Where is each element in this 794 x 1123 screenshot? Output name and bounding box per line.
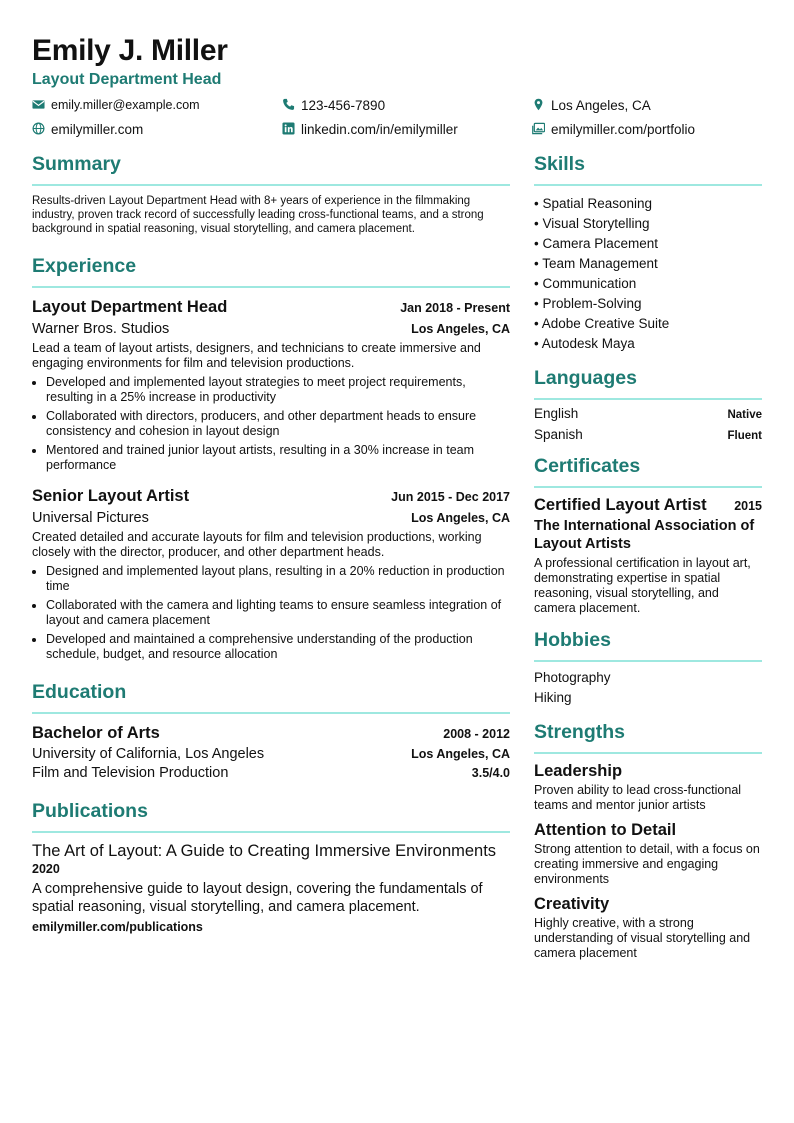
list-item: Photography	[534, 670, 611, 685]
strength-description: Proven ability to lead cross-functional teams and mentor junior artists	[534, 783, 742, 812]
job-description: Created detailed and accurate layouts for film and television productions, working closely with the director, producer, and other department heads.	[32, 530, 482, 559]
publications-section	[32, 799, 510, 934]
job-entry	[32, 487, 510, 662]
skills-section	[534, 152, 762, 354]
certificate-year: 2015	[734, 499, 762, 513]
right-column	[534, 152, 762, 961]
linkedin-text: linkedin.com/in/emilymiller	[301, 121, 458, 137]
publication-description: A comprehensive guide to layout design, covering the fundamentals of spatial reasoning, visual storytelling, and camera placement.	[32, 881, 483, 915]
resume-body	[32, 152, 762, 961]
gpa: 3.5/4.0	[471, 766, 510, 780]
phone-icon	[282, 98, 296, 112]
list-item: Hiking	[534, 690, 572, 705]
section-title: Education	[32, 680, 510, 714]
candidate-name: Emily J. Miller	[32, 34, 228, 67]
job-bullets	[32, 375, 510, 473]
list-item: • Communication	[534, 276, 637, 291]
list-item: • Autodesk Maya	[534, 336, 635, 351]
list-item: • Developed and implemented layout strategies to meet project requirements, resulting in a 25% increase in productivity	[46, 375, 510, 405]
strength-title: Attention to Detail	[534, 821, 677, 839]
job-title: Senior Layout Artist	[32, 487, 190, 505]
contact-portfolio[interactable]	[532, 120, 762, 138]
list-item: • Mentored and trained junior layout artists, resulting in a 30% increase in team performance	[46, 443, 510, 473]
section-title: Hobbies	[534, 628, 762, 662]
summary-text: Results-driven Layout Department Head with 8+ years of experience in the filmmaking industry, proven track record of successfully leading cross-functional teams, and a strong background in spatial reasoning, visual storytelling, and camera placement.	[32, 195, 484, 235]
linkedin-icon	[282, 122, 296, 136]
languages-section	[534, 366, 762, 442]
publication-title: The Art of Layout: A Guide to Creating Immersive Environments	[32, 842, 497, 860]
list-item: • Designed and implemented layout plans, resulting in a 20% reduction in production time	[46, 564, 510, 594]
phone-text: 123-456-7890	[301, 97, 386, 113]
strengths-section	[534, 720, 762, 961]
summary-section	[32, 152, 510, 236]
portfolio-image-icon	[532, 122, 546, 136]
contact-phone[interactable]	[282, 96, 532, 114]
candidate-role: Layout Department Head	[32, 71, 222, 88]
strength-description: Strong attention to detail, with a focus on creating immersive and engaging environments	[534, 842, 760, 886]
list-item	[534, 427, 762, 442]
map-pin-icon	[532, 98, 546, 112]
strength-title: Leadership	[534, 762, 623, 780]
hobbies-section	[534, 628, 762, 708]
field-of-study: Film and Television Production	[32, 765, 229, 781]
list-item: • Collaborated with directors, producers, and other department heads to ensure consistency and cohesion in layout design	[46, 409, 510, 439]
list-item: • Camera Placement	[534, 236, 659, 251]
list-item: • Adobe Creative Suite	[534, 316, 670, 331]
school-location: Los Angeles, CA	[411, 747, 510, 761]
publication-year: 2020	[32, 862, 60, 876]
job-location: Los Angeles, CA	[411, 322, 510, 336]
list-item: • Visual Storytelling	[534, 216, 650, 231]
job-dates: Jun 2015 - Dec 2017	[391, 490, 510, 504]
strength-description: Highly creative, with a strong understanding of visual storytelling and camera placement	[534, 916, 751, 960]
contact-info	[32, 96, 762, 138]
education-dates: 2008 - 2012	[443, 727, 510, 741]
list-item: • Problem-Solving	[534, 296, 642, 311]
portfolio-text: emilymiller.com/portfolio	[551, 121, 696, 137]
list-item: • Collaborated with the camera and lighting teams to ensure seamless integration of layout and camera placement	[46, 598, 510, 628]
list-item	[534, 406, 762, 421]
section-title: Languages	[534, 366, 762, 400]
job-location: Los Angeles, CA	[411, 511, 510, 525]
website-text: emilymiller.com	[51, 121, 144, 137]
language-name: Spanish	[534, 427, 583, 442]
section-title: Skills	[534, 152, 762, 186]
strength-title: Creativity	[534, 895, 610, 913]
certificate-issuer: The International Association of Layout Artists	[534, 518, 755, 552]
left-column	[32, 152, 510, 961]
job-entry	[32, 298, 510, 473]
skills-list	[534, 194, 762, 354]
education-section	[32, 680, 510, 781]
degree: Bachelor of Arts	[32, 724, 160, 742]
contact-location	[532, 96, 762, 114]
language-level: Native	[727, 409, 762, 421]
email-text: emily.miller@example.com	[51, 98, 200, 112]
contact-website[interactable]	[32, 120, 282, 138]
job-dates: Jan 2018 - Present	[400, 301, 510, 315]
resume-page	[32, 34, 762, 961]
location-text: Los Angeles, CA	[551, 97, 651, 113]
job-bullets	[32, 564, 510, 662]
language-level: Fluent	[727, 430, 762, 442]
section-title: Publications	[32, 799, 510, 833]
section-title: Summary	[32, 152, 510, 186]
job-description: Lead a team of layout artists, designers, and technicians to create immersive and engaging environments for film and television productions.	[32, 341, 481, 370]
section-title: Certificates	[534, 454, 762, 488]
globe-icon	[32, 122, 46, 136]
contact-email[interactable]	[32, 96, 282, 114]
certificate-title: Certified Layout Artist	[534, 496, 707, 514]
publication-link[interactable]: emilymiller.com/publications	[32, 920, 203, 934]
job-title: Layout Department Head	[32, 298, 228, 316]
list-item: • Spatial Reasoning	[534, 196, 653, 211]
school: University of California, Los Angeles	[32, 746, 265, 762]
certificates-section	[534, 454, 762, 616]
list-item: • Team Management	[534, 256, 658, 271]
certificate-description: A professional certification in layout art, demonstrating expertise in spatial reasoning, visual storytelling, and camera placement.	[534, 556, 751, 615]
section-title: Strengths	[534, 720, 762, 754]
envelope-icon	[32, 98, 46, 112]
language-name: English	[534, 406, 579, 421]
section-title: Experience	[32, 254, 510, 288]
contact-linkedin[interactable]	[282, 120, 532, 138]
experience-section	[32, 254, 510, 662]
list-item: • Developed and maintained a comprehensive understanding of the production schedule, budget, and resource allocation	[46, 632, 510, 662]
job-company: Universal Pictures	[32, 510, 149, 526]
job-company: Warner Bros. Studios	[32, 321, 170, 337]
